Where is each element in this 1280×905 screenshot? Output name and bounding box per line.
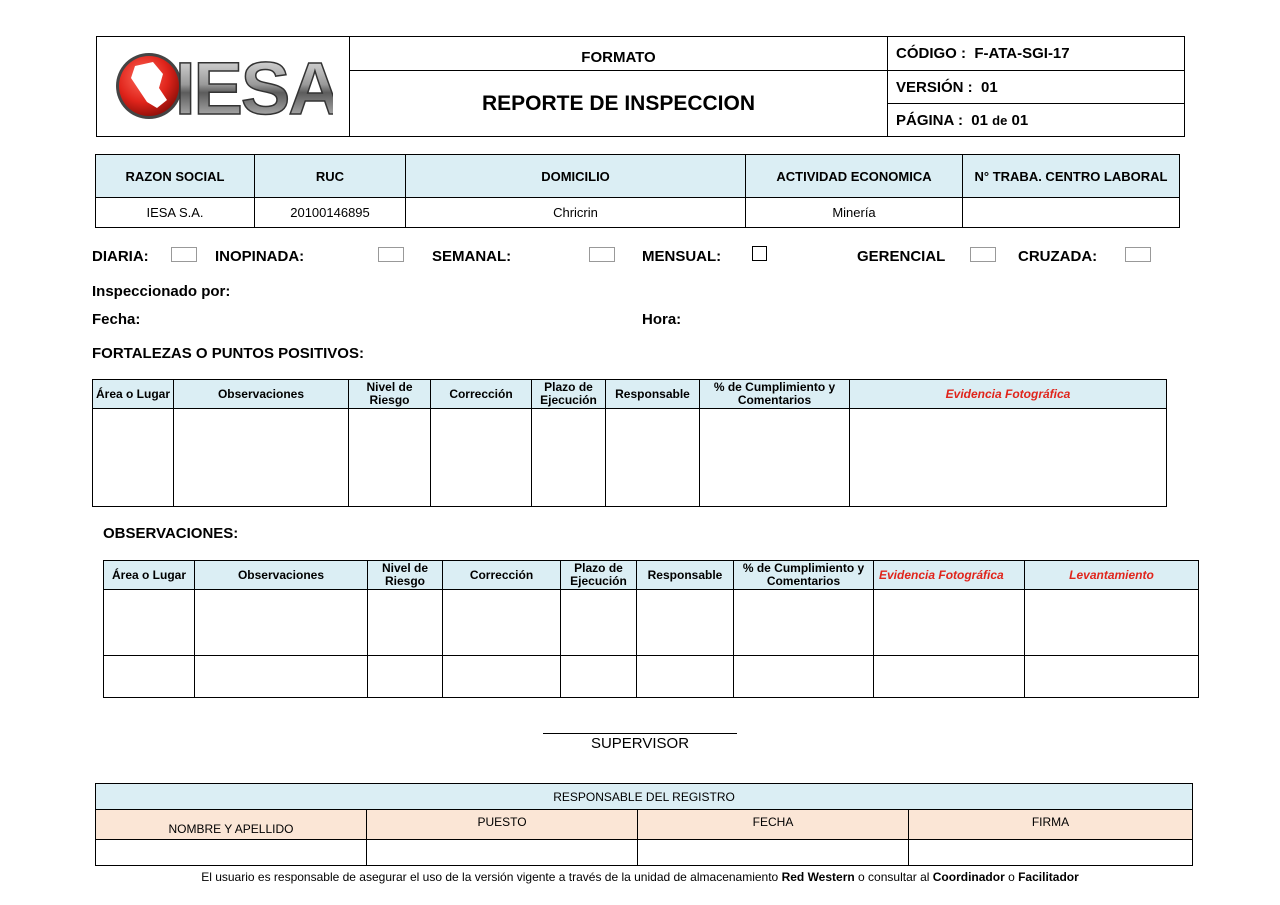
obs-header-correccion: Corrección — [443, 561, 561, 590]
fecha-label: Fecha: — [92, 311, 141, 328]
mensual-label: MENSUAL: — [642, 248, 722, 265]
table-cell[interactable] — [734, 590, 874, 656]
fort-header-correccion: Corrección — [431, 380, 532, 409]
company-header: ACTIVIDAD ECONOMICA — [746, 155, 963, 198]
pagina-cell — [888, 104, 1185, 137]
table-cell[interactable] — [606, 409, 700, 507]
formato-label: FORMATO — [350, 37, 888, 71]
footer-note — [0, 870, 1280, 884]
table-cell[interactable] — [368, 590, 443, 656]
fort-header-observaciones: Observaciones — [174, 380, 349, 409]
registro-title: RESPONSABLE DEL REGISTRO — [96, 784, 1193, 810]
fortalezas-title: FORTALEZAS O PUNTOS POSITIVOS: — [92, 345, 364, 362]
fort-header-evidencia: Evidencia Fotográfica — [850, 380, 1167, 409]
footer-text-1: El usuario es responsable de asegurar el uso de la versión vigente a través de la unidad de almacenamiento — [201, 870, 782, 884]
footer-text-3: o — [1004, 870, 1019, 884]
codigo-cell — [888, 37, 1185, 71]
supervisor-label: SUPERVISOR — [590, 735, 690, 752]
gerencial-label: GERENCIAL — [857, 248, 946, 265]
diaria-label: DIARIA: — [92, 248, 149, 265]
semanal-checkbox[interactable] — [589, 247, 615, 262]
obs-header-evidencia: Evidencia Fotográfica — [874, 561, 1025, 590]
codigo-value: F-ATA-SGI-17 — [974, 45, 1070, 62]
pagina-num: 01 — [971, 111, 988, 129]
cruzada-checkbox[interactable] — [1125, 247, 1151, 262]
table-cell[interactable] — [874, 656, 1025, 698]
hora-label: Hora: — [642, 311, 682, 328]
table-cell[interactable] — [368, 656, 443, 698]
table-row — [104, 590, 1199, 656]
fort-header-riesgo: Nivel de Riesgo — [349, 380, 431, 409]
codigo-label: CÓDIGO : — [896, 45, 966, 62]
table-cell[interactable] — [93, 409, 174, 507]
cruzada-label: CRUZADA: — [1018, 248, 1098, 265]
table-cell[interactable] — [700, 409, 850, 507]
nombre-field[interactable] — [96, 840, 367, 866]
actividad-value[interactable]: Minería — [746, 198, 963, 228]
table-cell[interactable] — [532, 409, 606, 507]
fort-header-cumplimiento: % de Cumplimiento y Comentarios — [700, 380, 850, 409]
signature-line — [543, 733, 737, 734]
fecha-field[interactable] — [638, 840, 909, 866]
inopinada-label: INOPINADA: — [215, 248, 305, 265]
table-cell[interactable] — [443, 590, 561, 656]
registro-header-fecha: FECHA — [638, 810, 909, 840]
table-cell[interactable] — [637, 590, 734, 656]
domicilio-value[interactable]: Chricrin — [406, 198, 746, 228]
semanal-label: SEMANAL: — [432, 248, 512, 265]
company-table — [95, 154, 1180, 228]
table-row — [93, 409, 1167, 507]
table-cell[interactable] — [734, 656, 874, 698]
obs-header-responsable: Responsable — [637, 561, 734, 590]
inspeccionado-label: Inspeccionado por: — [92, 283, 231, 300]
observaciones-table — [103, 560, 1199, 698]
version-value: 01 — [981, 78, 998, 96]
fort-header-plazo: Plazo de Ejecución — [532, 380, 606, 409]
footer-bold-1: Red Western — [781, 870, 855, 884]
company-header: N° TRABA. CENTRO LABORAL — [963, 155, 1180, 198]
pagina-de: de — [992, 112, 1008, 128]
footer-bold-3: Facilitador — [1018, 870, 1079, 884]
document-title: REPORTE DE INSPECCION — [350, 71, 888, 137]
iesa-logo — [113, 44, 333, 124]
company-header: DOMICILIO — [406, 155, 746, 198]
obs-header-plazo: Plazo de Ejecución — [561, 561, 637, 590]
firma-field[interactable] — [909, 840, 1193, 866]
document-header — [96, 36, 1185, 137]
fort-header-area: Área o Lugar — [93, 380, 174, 409]
trabajadores-value[interactable] — [963, 198, 1180, 228]
table-cell[interactable] — [637, 656, 734, 698]
gerencial-checkbox[interactable] — [970, 247, 996, 262]
table-cell[interactable] — [195, 590, 368, 656]
inopinada-checkbox[interactable] — [378, 247, 404, 262]
obs-header-levantamiento: Levantamiento — [1025, 561, 1199, 590]
logo-text: IESA — [175, 47, 333, 124]
fort-header-responsable: Responsable — [606, 380, 700, 409]
observaciones-title: OBSERVACIONES: — [103, 525, 239, 542]
pagina-label: PÁGINA : — [896, 111, 963, 129]
registro-header-nombre: NOMBRE Y APELLIDO — [96, 810, 367, 840]
fortalezas-table — [92, 379, 1167, 507]
table-cell[interactable] — [874, 590, 1025, 656]
footer-bold-2: Coordinador — [932, 870, 1005, 884]
company-header: RAZON SOCIAL — [96, 155, 255, 198]
table-cell[interactable] — [1025, 656, 1199, 698]
footer-text-2: o consultar al — [854, 870, 933, 884]
obs-header-cumplimiento: % de Cumplimiento y Comentarios — [734, 561, 874, 590]
table-cell[interactable] — [850, 409, 1167, 507]
table-cell[interactable] — [195, 656, 368, 698]
ruc-value[interactable]: 20100146895 — [255, 198, 406, 228]
company-header: RUC — [255, 155, 406, 198]
table-cell[interactable] — [174, 409, 349, 507]
logo-cell — [97, 37, 350, 137]
version-label: VERSIÓN : — [896, 78, 973, 96]
pagina-total: 01 — [1011, 111, 1029, 129]
mensual-checkbox[interactable] — [752, 246, 767, 261]
table-cell[interactable] — [443, 656, 561, 698]
obs-header-area: Área o Lugar — [104, 561, 195, 590]
table-row — [96, 840, 1193, 866]
registro-header-firma: FIRMA — [909, 810, 1193, 840]
table-row — [104, 656, 1199, 698]
table-cell[interactable] — [104, 590, 195, 656]
table-cell[interactable] — [431, 409, 532, 507]
obs-header-observaciones: Observaciones — [195, 561, 368, 590]
version-cell — [888, 71, 1185, 104]
table-cell[interactable] — [561, 590, 637, 656]
puesto-field[interactable] — [367, 840, 638, 866]
obs-header-riesgo: Nivel de Riesgo — [368, 561, 443, 590]
table-cell[interactable] — [104, 656, 195, 698]
table-cell[interactable] — [349, 409, 431, 507]
diaria-checkbox[interactable] — [171, 247, 197, 262]
registro-header-puesto: PUESTO — [367, 810, 638, 840]
registro-table — [95, 783, 1193, 866]
table-cell[interactable] — [1025, 590, 1199, 656]
table-cell[interactable] — [561, 656, 637, 698]
razon-social-value[interactable]: IESA S.A. — [96, 198, 255, 228]
